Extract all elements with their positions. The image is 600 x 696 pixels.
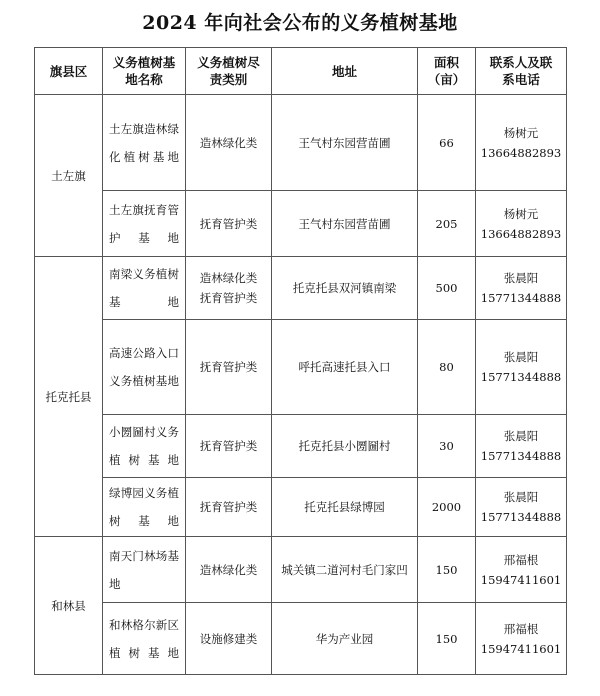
address: 呼托高速托县入口: [272, 320, 418, 415]
category: 造林绿化类: [199, 271, 258, 285]
site-name: 小圐圙村义务植树基地: [103, 415, 186, 478]
contact-cell: [476, 320, 567, 415]
contact-phone: 15771344888: [480, 370, 562, 384]
category-cell: [186, 415, 272, 478]
area: 66: [418, 95, 476, 191]
area: 2000: [418, 478, 476, 537]
category-cell: [186, 537, 272, 603]
table-row: [35, 537, 567, 603]
address: 托克托县双河镇南梁: [272, 257, 418, 320]
page-title: 2024 年向社会公布的义务植树基地: [142, 12, 458, 34]
contact-cell: [476, 537, 567, 603]
category: 抚育管护类: [199, 291, 258, 305]
table-row: [35, 191, 567, 257]
area: 205: [418, 191, 476, 257]
area: 150: [418, 603, 476, 675]
category-cell: [186, 603, 272, 675]
site-name: 绿博园义务植树基地: [103, 478, 186, 537]
area: 150: [418, 537, 476, 603]
header-area: 面积（亩）: [418, 48, 476, 95]
table-row: [35, 95, 567, 191]
header-name: 义务植树基地名称: [103, 48, 186, 95]
contact-cell: [476, 603, 567, 675]
category-cell: [186, 320, 272, 415]
contact-cell: [476, 478, 567, 537]
address: 城关镇二道河村毛门家凹: [272, 537, 418, 603]
table-row: [35, 320, 567, 415]
site-name: 南天门林场基地: [103, 537, 186, 603]
category-cell: [186, 478, 272, 537]
table-row: [35, 257, 567, 320]
header-county: 旗县区: [35, 48, 103, 95]
site-name: 高速公路入口义务植树基地: [103, 320, 186, 415]
category: 抚育管护类: [199, 216, 258, 231]
address: 托克托县绿博园: [272, 478, 418, 537]
category: 造林绿化类: [199, 562, 258, 577]
contact-name: 杨树元: [503, 125, 539, 140]
contact-phone: 15947411601: [480, 641, 562, 656]
category: 造林绿化类: [199, 135, 258, 150]
contact-phone: 13664882893: [480, 226, 562, 241]
contact-cell: [476, 95, 567, 191]
area: 80: [418, 320, 476, 415]
area: 30: [418, 415, 476, 478]
contact-cell: [476, 191, 567, 257]
contact-phone: 13664882893: [480, 145, 562, 160]
county-cell: 和林县: [35, 537, 103, 675]
site-name: 土左旗抚育管护基地: [103, 191, 186, 257]
contact-name: 张晨阳: [503, 350, 539, 364]
header-address: 地址: [272, 48, 418, 95]
header-contact: 联系人及联系电话: [476, 48, 567, 95]
address: 王气村东园营苗圃: [272, 95, 418, 191]
contact-name: 张晨阳: [503, 490, 539, 504]
category: 抚育管护类: [199, 500, 258, 514]
contact-name: 张晨阳: [503, 429, 539, 443]
category-cell: [186, 95, 272, 191]
site-name: 南梁义务植树基地: [103, 257, 186, 320]
table-row: [35, 603, 567, 675]
contact-phone: 15947411601: [480, 572, 562, 587]
address: 王气村东园营苗圃: [272, 191, 418, 257]
table-row: [35, 478, 567, 537]
area: 500: [418, 257, 476, 320]
category: 设施修建类: [199, 631, 258, 646]
contact-name: 张晨阳: [503, 271, 539, 285]
contact-phone: 15771344888: [480, 449, 562, 463]
county-cell: 托克托县: [35, 257, 103, 537]
site-name: 和林格尔新区植树基地: [103, 603, 186, 675]
category: 抚育管护类: [199, 360, 258, 374]
address: 华为产业园: [272, 603, 418, 675]
category: 抚育管护类: [199, 439, 258, 453]
contact-cell: [476, 415, 567, 478]
contact-cell: [476, 257, 567, 320]
category-cell: [186, 191, 272, 257]
contact-name: 邢福根: [503, 621, 539, 636]
contact-name: 邢福根: [503, 552, 539, 567]
header-row: [35, 48, 567, 95]
header-category: 义务植树尽责类别: [186, 48, 272, 95]
county-cell: 土左旗: [35, 95, 103, 257]
contact-name: 杨树元: [503, 206, 539, 221]
site-name: 土左旗造林绿化植树基地: [103, 95, 186, 191]
table-row: [35, 415, 567, 478]
tree-planting-sites-table: [34, 47, 567, 675]
address: 托克托县小圐圙村: [272, 415, 418, 478]
category-cell: [186, 257, 272, 320]
contact-phone: 15771344888: [480, 291, 562, 305]
contact-phone: 15771344888: [480, 510, 562, 524]
